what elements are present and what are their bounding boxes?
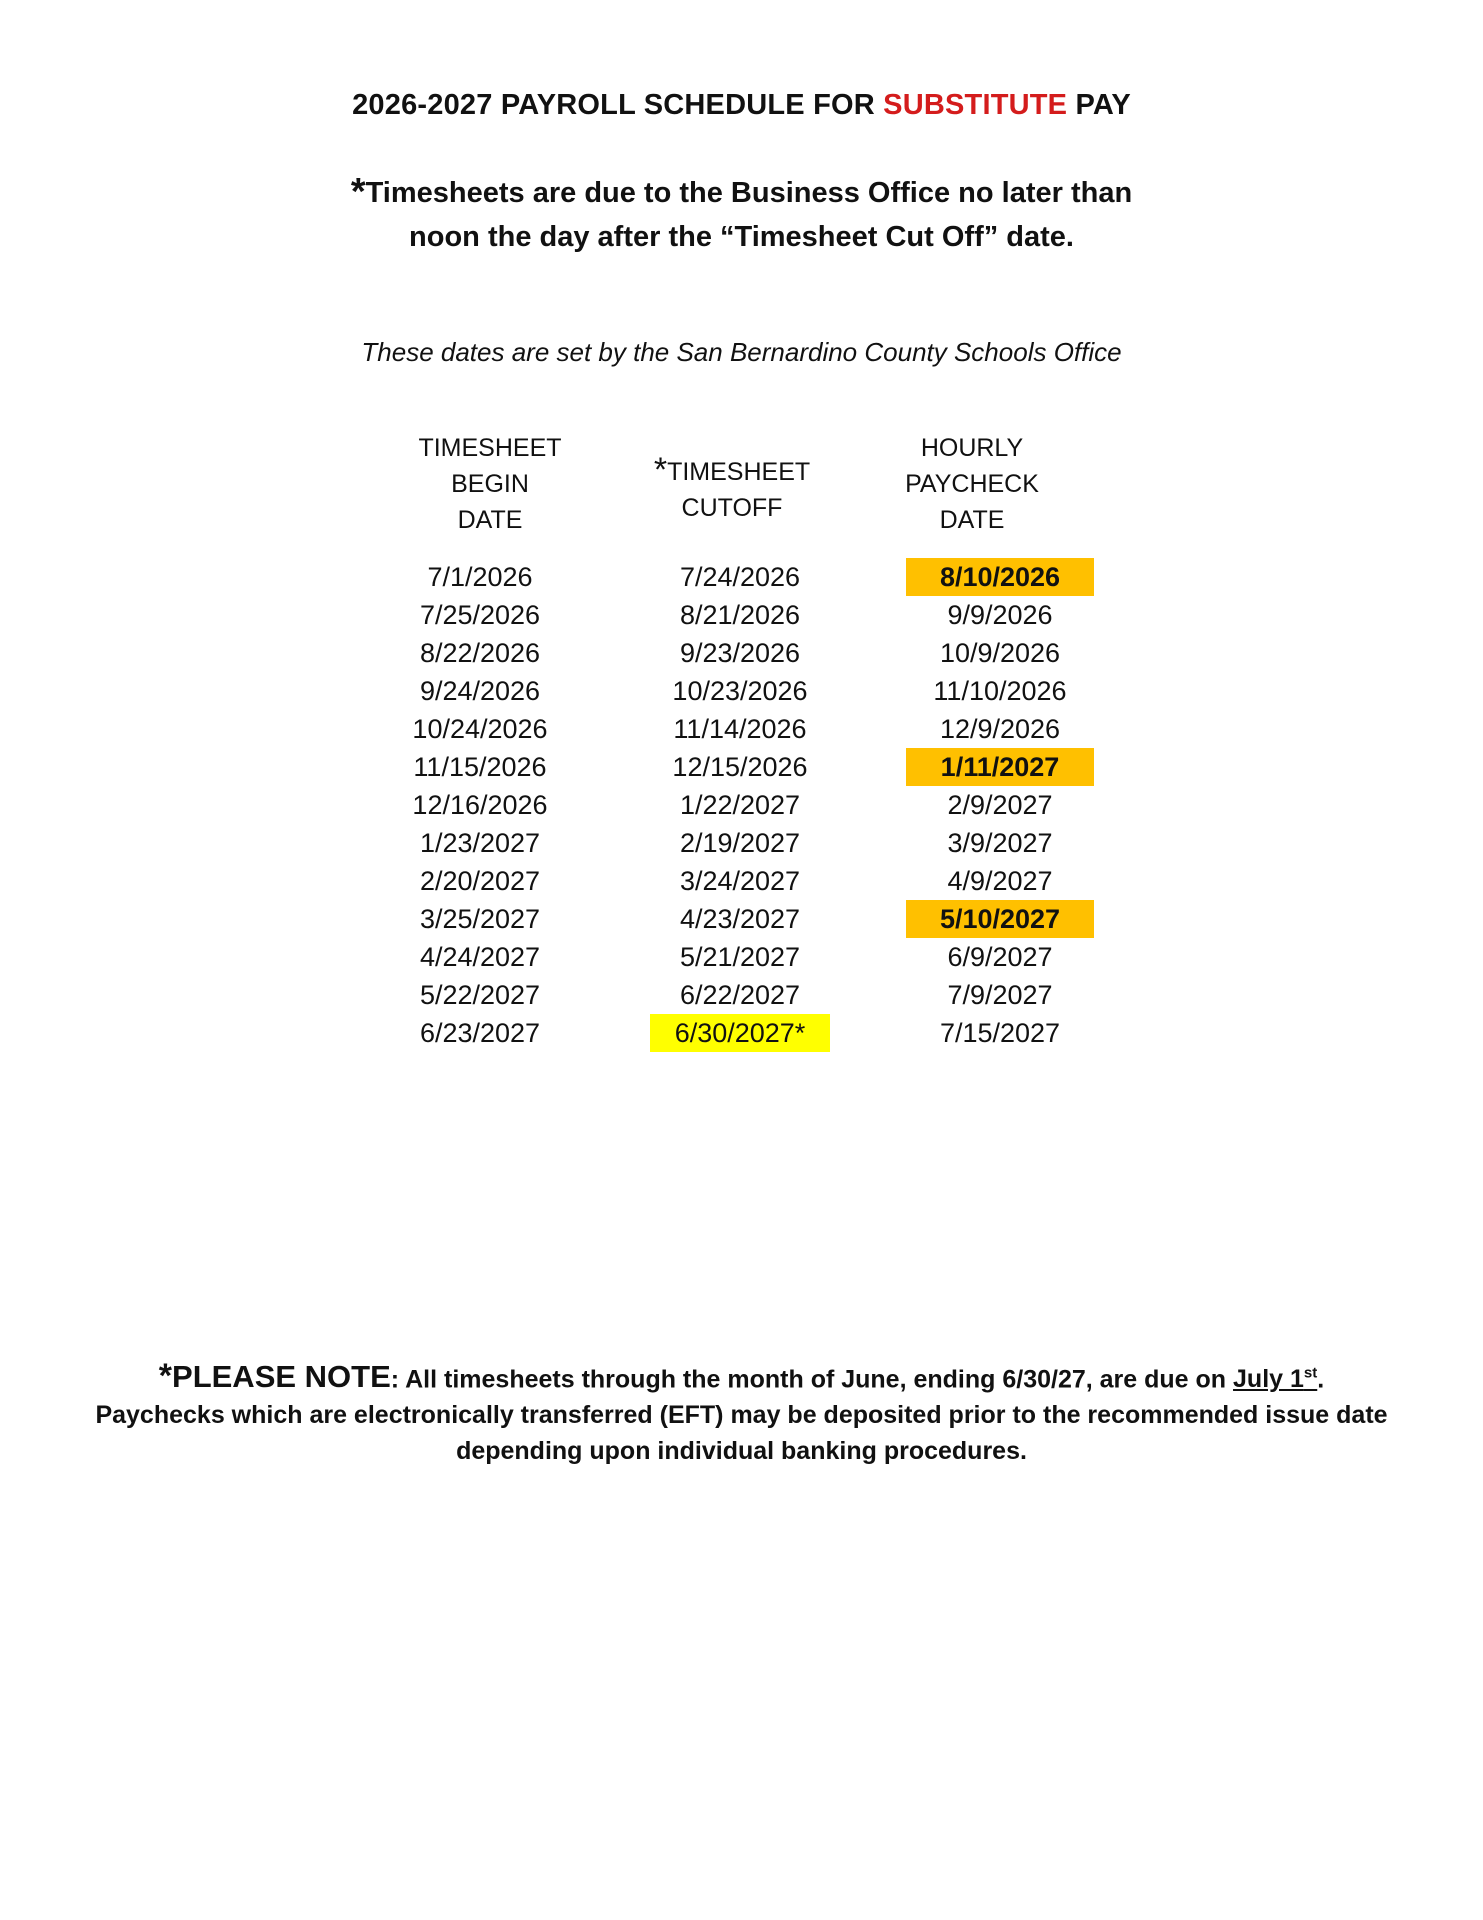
highlighted-date: 8/10/2026 xyxy=(906,558,1094,596)
please-note-line3: depending upon individual banking procedures. xyxy=(456,1437,1027,1466)
title-highlight: SUBSTITUTE xyxy=(883,89,1068,121)
cutoff-cell: 1/22/2027 xyxy=(679,790,801,820)
table-row xyxy=(360,748,1140,786)
cutoff-cell: 7/24/2026 xyxy=(679,562,801,592)
paycheck-date-cell: 12/9/2026 xyxy=(939,714,1061,744)
table-row xyxy=(360,824,1140,862)
paycheck-date-cell: 3/9/2027 xyxy=(947,828,1053,858)
table-row xyxy=(360,862,1140,900)
paycheck-date-cell: 9/9/2026 xyxy=(947,600,1053,630)
please-note-line2: Paychecks which are electronically transferred (EFT) may be deposited prior to the recommended issue date xyxy=(95,1401,1388,1430)
cutoff-cell: 12/15/2026 xyxy=(672,752,808,782)
cutoff-cell: 4/23/2027 xyxy=(679,904,801,934)
paycheck-date-cell: 4/9/2027 xyxy=(947,866,1053,896)
please-note xyxy=(0,1356,1483,1469)
table-row xyxy=(360,596,1140,634)
highlighted-date: 1/11/2027 xyxy=(906,748,1094,786)
highlighted-date: 6/30/2027* xyxy=(650,1014,830,1052)
cutoff-cell xyxy=(620,1014,860,1052)
due-notice xyxy=(0,170,1483,259)
title-suffix: PAY xyxy=(1067,89,1131,121)
begin-date-cell: 1/23/2027 xyxy=(419,828,541,858)
begin-date-cell: 6/23/2027 xyxy=(419,1018,541,1048)
due-notice-line2: noon the day after the “Timesheet Cut Off” date. xyxy=(409,221,1074,253)
highlighted-date: 5/10/2027 xyxy=(906,900,1094,938)
page-title xyxy=(0,89,1483,122)
paycheck-date-cell: 6/9/2027 xyxy=(947,942,1053,972)
table-row xyxy=(360,938,1140,976)
paycheck-date-cell: 2/9/2027 xyxy=(947,790,1053,820)
schedule-table xyxy=(360,558,1140,1052)
table-row xyxy=(360,900,1140,938)
begin-date-cell: 4/24/2027 xyxy=(419,942,541,972)
title-prefix: 2026-2027 PAYROLL SCHEDULE FOR xyxy=(352,89,884,121)
please-note-line1: *PLEASE NOTE: All timesheets through the month of June, ending 6/30/27, are due on July 1st. xyxy=(158,1357,1325,1396)
begin-date-cell: 7/1/2026 xyxy=(427,562,533,592)
due-notice-line1: *Timesheets are due to the Business Office no later than xyxy=(350,171,1133,213)
table-row xyxy=(360,672,1140,710)
paycheck-date-cell: 11/10/2026 xyxy=(933,676,1067,706)
cutoff-cell: 11/14/2026 xyxy=(673,714,807,744)
header-begin-date: TIMESHEET BEGIN DATE xyxy=(418,434,562,534)
table-row xyxy=(360,634,1140,672)
asterisk-mark: * xyxy=(350,171,366,213)
begin-date-cell: 5/22/2027 xyxy=(419,980,541,1010)
begin-date-cell: 3/25/2027 xyxy=(419,904,541,934)
table-row xyxy=(360,710,1140,748)
begin-date-cell: 12/16/2026 xyxy=(412,790,548,820)
cutoff-cell: 8/21/2026 xyxy=(679,600,801,630)
paycheck-date-cell: 10/9/2026 xyxy=(939,638,1061,668)
begin-date-cell: 11/15/2026 xyxy=(413,752,547,782)
begin-date-cell: 2/20/2027 xyxy=(419,866,541,896)
paycheck-date-cell: 7/9/2027 xyxy=(947,980,1053,1010)
begin-date-cell: 7/25/2026 xyxy=(419,600,541,630)
cutoff-cell: 9/23/2026 xyxy=(679,638,801,668)
paycheck-date-cell xyxy=(880,900,1120,938)
header-cutoff: *TIMESHEET CUTOFF xyxy=(653,451,811,522)
begin-date-cell: 8/22/2026 xyxy=(419,638,541,668)
cutoff-cell: 3/24/2027 xyxy=(679,866,801,896)
paycheck-date-cell xyxy=(880,748,1120,786)
paycheck-date-cell: 7/15/2027 xyxy=(939,1018,1061,1048)
due-date: July 1st xyxy=(1233,1365,1318,1394)
cutoff-cell: 10/23/2026 xyxy=(672,676,808,706)
source-note: These dates are set by the San Bernardino County Schools Office xyxy=(361,337,1122,367)
header-paycheck-date: HOURLY PAYCHECK DATE xyxy=(905,434,1039,534)
table-row xyxy=(360,976,1140,1014)
please-note-label: PLEASE NOTE xyxy=(172,1359,391,1395)
cutoff-cell: 5/21/2027 xyxy=(679,942,801,972)
table-row xyxy=(360,1014,1140,1052)
table-row xyxy=(360,558,1140,596)
asterisk-mark: * xyxy=(653,451,668,489)
begin-date-cell: 9/24/2026 xyxy=(419,676,541,706)
cutoff-cell: 6/22/2027 xyxy=(679,980,801,1010)
begin-date-cell: 10/24/2026 xyxy=(412,714,548,744)
paycheck-date-cell xyxy=(880,558,1120,596)
cutoff-cell: 2/19/2027 xyxy=(679,828,801,858)
table-row xyxy=(360,786,1140,824)
